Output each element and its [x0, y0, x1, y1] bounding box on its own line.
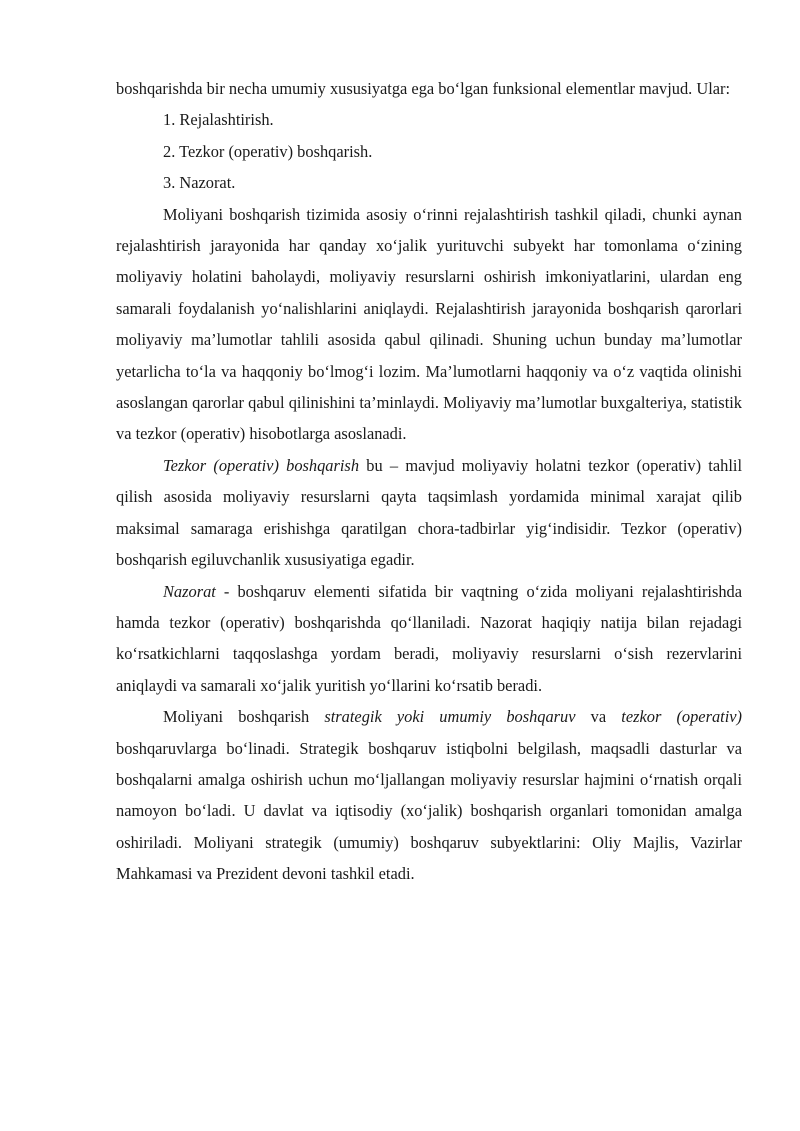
term-control: Nazorat [163, 581, 216, 601]
list-item-2: 2. Tezkor (operativ) boshqarish. [163, 141, 373, 161]
paragraph-strategic-and: va [575, 707, 622, 727]
term-operative-2: tezkor (operativ) [621, 707, 742, 727]
paragraph-control [116, 576, 742, 702]
paragraph-operative [116, 450, 742, 576]
paragraph-operative-text: bu – mavjud moliyaviy holatni tezkor (operativ) tahlil qilish asosida moliyaviy resurslarni qayta taqsimlash yordamida minimal xarajat qilib maksimal samaraga erishishga qaratilgan chora-tadbirlar yig‘indisidir. Tezkor (operativ) boshqarish egiluvchanlik xususiyatiga egadir. [116, 455, 742, 570]
paragraph-strategic [116, 701, 742, 889]
document-page [116, 73, 742, 890]
term-strategic: strategik yoki umumiy boshqaruv [324, 707, 576, 727]
paragraph-control-text: - boshqaruv elementi sifatida bir vaqtning o‘zida moliyani rejalashtirishda hamda tezkor (operativ) boshqarishda qo‘llaniladi. Nazorat haqiqiy natija bilan rejadagi ko‘rsatkichlarni taqqoslashga yordam beradi, moliyaviy resurslarni o‘sish rezervlarini aniqlaydi va samarali xo‘jalik yuritish yo‘llarini ko‘rsatib beradi. [116, 581, 742, 695]
list-item-1: 1. Rejalashtirish. [163, 110, 274, 130]
term-operative: Tezkor (operativ) boshqarish [163, 455, 360, 475]
paragraph-strategic-text: boshqaruvlarga bo‘linadi. Strategik boshqaruv istiqbolni belgilash, maqsadli dasturlar va boshqalarni amalga oshirish uchun mo‘ljallangan moliyaviy resurslar hajmini o‘rnatish orqali namoyon bo‘ladi. U davlat va iqtisodiy (xo‘jalik) boshqarish organlari tomonidan amalga oshiriladi. Moliyani strategik (umumiy) boshqaruv subyektlarini: Oliy Majlis, Vazirlar Mahkamasi va Prezident devoni tashkil etadi. [116, 738, 742, 884]
paragraph-planning: Moliyani boshqarish tizimida asosiy o‘rinni rejalashtirish tashkil qiladi, chunki aynan rejalashtirish jarayonida har qanday xo‘jalik yurituvchi subyekt har tomonlama o‘zining moliyaviy holatini baholaydi, moliyaviy resurslarni oshirish imkoniyatlarini, ulardan eng samarali foydalanish yo‘nalishlarini aniqlaydi. Rejalashtirish jarayonida boshqarish qarorlari moliyaviy ma’lumotlar tahlili asosida qabul qilinadi. Shuning uchun bunday ma’lumotlar yetarlicha to‘la va haqqoniy bo‘lmog‘i lozim. Ma’lumotlarni haqqoniy va o‘z vaqtida olinishi asoslangan qarorlar qabul qilinishini ta’minlaydi. Moliyaviy ma’lumotlar buxgalteriya, statistik va tezkor (operativ) hisobotlarga asoslanadi. [116, 204, 742, 444]
paragraph-strategic-start: Moliyani boshqarish [163, 707, 325, 727]
list-item-3: 3. Nazorat. [163, 173, 236, 193]
paragraph-intro: boshqarishda bir necha umumiy xususiyatga ega bo‘lgan funksional elementlar mavjud. Ular: [116, 79, 731, 98]
